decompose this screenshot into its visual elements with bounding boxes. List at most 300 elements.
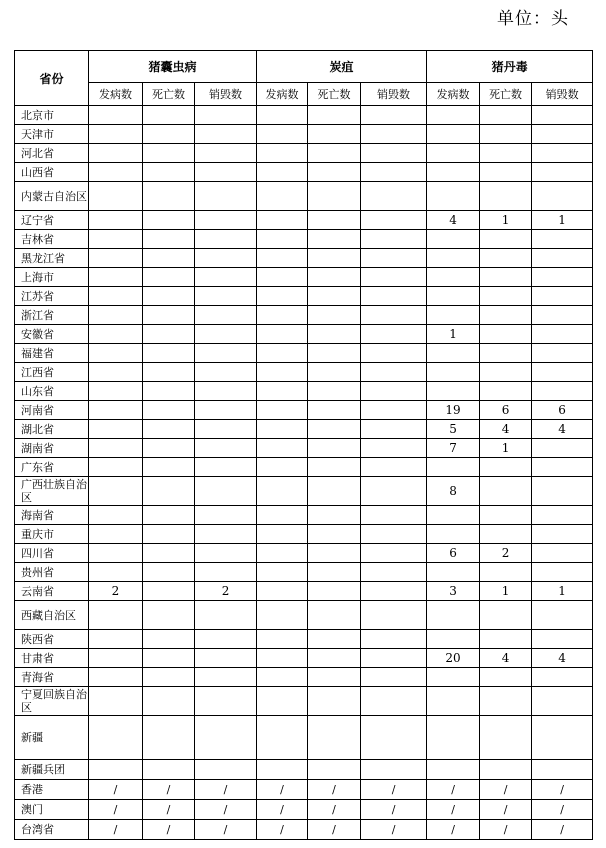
- value-cell: [361, 716, 427, 760]
- value-cell: [427, 106, 480, 125]
- table-row: [15, 477, 593, 506]
- value-cell: /: [89, 820, 143, 840]
- province-cell: 北京市: [15, 106, 89, 125]
- value-cell: [427, 306, 480, 325]
- value-cell: [257, 582, 308, 601]
- value-cell: [143, 420, 195, 439]
- table-row: [15, 106, 593, 125]
- value-cell: [361, 687, 427, 716]
- value-cell: [532, 363, 593, 382]
- value-cell: [257, 668, 308, 687]
- value-cell: [308, 506, 361, 525]
- province-cell: 澳门: [15, 800, 89, 820]
- value-cell: 4: [532, 420, 593, 439]
- value-cell: [195, 106, 257, 125]
- value-cell: [308, 325, 361, 344]
- value-cell: /: [89, 780, 143, 800]
- value-cell: [480, 125, 532, 144]
- value-cell: [195, 287, 257, 306]
- value-cell: /: [532, 800, 593, 820]
- group-header-cysticercosis: 猪囊虫病: [89, 51, 257, 83]
- unit-label: 单位：头: [497, 9, 569, 29]
- value-cell: [361, 211, 427, 230]
- value-cell: [143, 439, 195, 458]
- value-cell: 6: [427, 544, 480, 563]
- value-cell: 4: [427, 211, 480, 230]
- value-cell: [427, 144, 480, 163]
- value-cell: [361, 506, 427, 525]
- value-cell: [308, 563, 361, 582]
- value-cell: [195, 306, 257, 325]
- value-cell: [361, 125, 427, 144]
- value-cell: [257, 544, 308, 563]
- value-cell: [195, 563, 257, 582]
- table-row: [15, 525, 593, 544]
- value-cell: [427, 563, 480, 582]
- group-header-erysipelas: 猪丹毒: [427, 51, 593, 83]
- value-cell: [257, 439, 308, 458]
- value-cell: [480, 344, 532, 363]
- group-header-anthrax: 炭疽: [257, 51, 427, 83]
- value-cell: [308, 144, 361, 163]
- value-cell: [361, 182, 427, 211]
- value-cell: [361, 363, 427, 382]
- value-cell: [195, 506, 257, 525]
- value-cell: /: [143, 800, 195, 820]
- table-row: [15, 582, 593, 601]
- value-cell: [89, 687, 143, 716]
- value-cell: [195, 144, 257, 163]
- subheader-deaths: 死亡数: [308, 83, 361, 106]
- value-cell: 5: [427, 420, 480, 439]
- value-cell: [532, 106, 593, 125]
- value-cell: [532, 563, 593, 582]
- value-cell: [480, 477, 532, 506]
- value-cell: [532, 760, 593, 780]
- value-cell: [143, 477, 195, 506]
- value-cell: 1: [532, 582, 593, 601]
- province-header: 省份: [15, 51, 89, 106]
- value-cell: [427, 458, 480, 477]
- value-cell: [427, 668, 480, 687]
- province-cell: 山东省: [15, 382, 89, 401]
- value-cell: [308, 182, 361, 211]
- value-cell: [308, 458, 361, 477]
- value-cell: [308, 582, 361, 601]
- table-row: [15, 182, 593, 211]
- value-cell: [89, 760, 143, 780]
- value-cell: /: [195, 780, 257, 800]
- value-cell: [361, 601, 427, 630]
- value-cell: 20: [427, 649, 480, 668]
- province-cell: 青海省: [15, 668, 89, 687]
- value-cell: /: [532, 780, 593, 800]
- value-cell: [257, 563, 308, 582]
- value-cell: [532, 144, 593, 163]
- table-row: [15, 439, 593, 458]
- province-cell: 台湾省: [15, 820, 89, 840]
- table-row: [15, 780, 593, 800]
- value-cell: [480, 306, 532, 325]
- value-cell: [143, 687, 195, 716]
- value-cell: [89, 230, 143, 249]
- value-cell: [532, 182, 593, 211]
- value-cell: [308, 544, 361, 563]
- value-cell: [308, 477, 361, 506]
- province-cell: 天津市: [15, 125, 89, 144]
- province-cell: 福建省: [15, 344, 89, 363]
- value-cell: [308, 249, 361, 268]
- value-cell: /: [532, 820, 593, 840]
- value-cell: [143, 563, 195, 582]
- value-cell: [89, 563, 143, 582]
- table-row: [15, 601, 593, 630]
- value-cell: 2: [89, 582, 143, 601]
- value-cell: [308, 668, 361, 687]
- value-cell: [257, 630, 308, 649]
- value-cell: [143, 525, 195, 544]
- value-cell: /: [480, 780, 532, 800]
- value-cell: [427, 716, 480, 760]
- province-cell: 云南省: [15, 582, 89, 601]
- value-cell: [361, 649, 427, 668]
- value-cell: [532, 506, 593, 525]
- value-cell: [257, 144, 308, 163]
- value-cell: [143, 630, 195, 649]
- value-cell: [480, 687, 532, 716]
- value-cell: [361, 544, 427, 563]
- value-cell: [89, 249, 143, 268]
- subheader-deaths: 死亡数: [480, 83, 532, 106]
- value-cell: /: [257, 780, 308, 800]
- value-cell: [143, 544, 195, 563]
- value-cell: [427, 525, 480, 544]
- value-cell: [257, 601, 308, 630]
- value-cell: [143, 458, 195, 477]
- value-cell: [257, 760, 308, 780]
- value-cell: [361, 230, 427, 249]
- value-cell: [143, 363, 195, 382]
- value-cell: [143, 760, 195, 780]
- province-cell: 安徽省: [15, 325, 89, 344]
- table-row: [15, 211, 593, 230]
- table-row: [15, 649, 593, 668]
- value-cell: [427, 249, 480, 268]
- value-cell: [308, 601, 361, 630]
- table-row: [15, 230, 593, 249]
- table-row: [15, 363, 593, 382]
- value-cell: [532, 668, 593, 687]
- province-cell: 宁夏回族自治区: [15, 687, 89, 716]
- province-cell: 山西省: [15, 163, 89, 182]
- value-cell: [361, 287, 427, 306]
- value-cell: [427, 601, 480, 630]
- value-cell: [257, 249, 308, 268]
- value-cell: [195, 182, 257, 211]
- value-cell: [195, 325, 257, 344]
- value-cell: [308, 163, 361, 182]
- value-cell: [195, 687, 257, 716]
- value-cell: [89, 306, 143, 325]
- value-cell: 19: [427, 401, 480, 420]
- province-cell: 海南省: [15, 506, 89, 525]
- value-cell: [257, 344, 308, 363]
- table-row: [15, 125, 593, 144]
- value-cell: [532, 344, 593, 363]
- value-cell: [89, 325, 143, 344]
- value-cell: 2: [480, 544, 532, 563]
- value-cell: [532, 687, 593, 716]
- province-cell: 广西壮族自治区: [15, 477, 89, 506]
- value-cell: [480, 363, 532, 382]
- value-cell: /: [195, 820, 257, 840]
- subheader-destroyed: 销毁数: [361, 83, 427, 106]
- value-cell: [89, 649, 143, 668]
- province-cell: 吉林省: [15, 230, 89, 249]
- value-cell: [532, 163, 593, 182]
- value-cell: [143, 211, 195, 230]
- table-row: [15, 544, 593, 563]
- value-cell: [308, 401, 361, 420]
- province-cell: 四川省: [15, 544, 89, 563]
- value-cell: [143, 601, 195, 630]
- value-cell: 4: [480, 420, 532, 439]
- value-cell: [532, 287, 593, 306]
- value-cell: [257, 182, 308, 211]
- subheader-deaths: 死亡数: [143, 83, 195, 106]
- value-cell: [195, 760, 257, 780]
- value-cell: [308, 716, 361, 760]
- value-cell: /: [308, 820, 361, 840]
- value-cell: 1: [480, 211, 532, 230]
- value-cell: [143, 582, 195, 601]
- value-cell: [89, 363, 143, 382]
- value-cell: [480, 563, 532, 582]
- value-cell: [480, 525, 532, 544]
- value-cell: [427, 268, 480, 287]
- value-cell: [195, 249, 257, 268]
- value-cell: [257, 230, 308, 249]
- value-cell: [480, 182, 532, 211]
- table-row: [15, 506, 593, 525]
- province-cell: 西藏自治区: [15, 601, 89, 630]
- value-cell: [480, 249, 532, 268]
- value-cell: [195, 630, 257, 649]
- value-cell: [361, 563, 427, 582]
- value-cell: [427, 125, 480, 144]
- value-cell: [143, 287, 195, 306]
- value-cell: [480, 163, 532, 182]
- subheader-cases: 发病数: [427, 83, 480, 106]
- province-cell: 辽宁省: [15, 211, 89, 230]
- value-cell: [89, 382, 143, 401]
- value-cell: [427, 230, 480, 249]
- province-cell: 重庆市: [15, 525, 89, 544]
- table-row: [15, 760, 593, 780]
- value-cell: [89, 544, 143, 563]
- value-cell: [89, 144, 143, 163]
- table-row: [15, 800, 593, 820]
- table-row: [15, 687, 593, 716]
- value-cell: [361, 382, 427, 401]
- value-cell: [143, 649, 195, 668]
- value-cell: [480, 287, 532, 306]
- value-cell: [143, 182, 195, 211]
- value-cell: /: [480, 800, 532, 820]
- value-cell: [308, 630, 361, 649]
- value-cell: [361, 420, 427, 439]
- value-cell: [361, 582, 427, 601]
- value-cell: [89, 630, 143, 649]
- value-cell: [257, 106, 308, 125]
- value-cell: [89, 211, 143, 230]
- value-cell: [308, 211, 361, 230]
- value-cell: [257, 420, 308, 439]
- value-cell: [89, 163, 143, 182]
- value-cell: /: [195, 800, 257, 820]
- value-cell: [480, 230, 532, 249]
- value-cell: [361, 668, 427, 687]
- table-row: [15, 144, 593, 163]
- value-cell: [532, 306, 593, 325]
- value-cell: [532, 249, 593, 268]
- value-cell: [143, 344, 195, 363]
- value-cell: [195, 382, 257, 401]
- value-cell: /: [143, 780, 195, 800]
- subheader-cases: 发病数: [89, 83, 143, 106]
- value-cell: [143, 401, 195, 420]
- value-cell: [89, 506, 143, 525]
- value-cell: [257, 211, 308, 230]
- value-cell: [480, 106, 532, 125]
- province-cell: 河北省: [15, 144, 89, 163]
- value-cell: [308, 230, 361, 249]
- value-cell: [195, 601, 257, 630]
- table-row: [15, 268, 593, 287]
- value-cell: [257, 477, 308, 506]
- value-cell: [257, 382, 308, 401]
- province-cell: 江苏省: [15, 287, 89, 306]
- value-cell: [257, 649, 308, 668]
- value-cell: [89, 668, 143, 687]
- value-cell: [195, 477, 257, 506]
- value-cell: [532, 458, 593, 477]
- value-cell: 1: [532, 211, 593, 230]
- value-cell: [361, 477, 427, 506]
- value-cell: [143, 506, 195, 525]
- value-cell: [308, 687, 361, 716]
- value-cell: /: [427, 780, 480, 800]
- province-cell: 广东省: [15, 458, 89, 477]
- value-cell: [308, 382, 361, 401]
- value-cell: 4: [532, 649, 593, 668]
- value-cell: [361, 344, 427, 363]
- subheader-destroyed: 销毁数: [532, 83, 593, 106]
- value-cell: /: [361, 820, 427, 840]
- disease-table: [14, 50, 593, 840]
- table-row: [15, 163, 593, 182]
- value-cell: /: [427, 820, 480, 840]
- value-cell: [308, 125, 361, 144]
- value-cell: [308, 106, 361, 125]
- value-cell: [195, 668, 257, 687]
- value-cell: /: [308, 780, 361, 800]
- value-cell: [532, 630, 593, 649]
- province-cell: 浙江省: [15, 306, 89, 325]
- table-row: [15, 287, 593, 306]
- value-cell: [89, 182, 143, 211]
- value-cell: /: [143, 820, 195, 840]
- value-cell: [361, 630, 427, 649]
- value-cell: [143, 716, 195, 760]
- value-cell: [308, 306, 361, 325]
- province-cell: 新疆: [15, 716, 89, 760]
- province-cell: 甘肃省: [15, 649, 89, 668]
- value-cell: [361, 439, 427, 458]
- value-cell: [257, 325, 308, 344]
- value-cell: [480, 630, 532, 649]
- province-cell: 内蒙古自治区: [15, 182, 89, 211]
- value-cell: [257, 458, 308, 477]
- value-cell: [257, 125, 308, 144]
- value-cell: [257, 401, 308, 420]
- value-cell: /: [257, 820, 308, 840]
- value-cell: [143, 382, 195, 401]
- value-cell: [308, 287, 361, 306]
- value-cell: [361, 306, 427, 325]
- value-cell: [361, 458, 427, 477]
- value-cell: [308, 439, 361, 458]
- province-cell: 贵州省: [15, 563, 89, 582]
- value-cell: [427, 163, 480, 182]
- province-cell: 江西省: [15, 363, 89, 382]
- value-cell: [143, 268, 195, 287]
- value-cell: [308, 760, 361, 780]
- table-row: [15, 820, 593, 840]
- value-cell: [89, 525, 143, 544]
- value-cell: /: [308, 800, 361, 820]
- value-cell: [532, 125, 593, 144]
- value-cell: [257, 268, 308, 287]
- value-cell: [308, 420, 361, 439]
- value-cell: [532, 439, 593, 458]
- value-cell: /: [361, 800, 427, 820]
- value-cell: [427, 760, 480, 780]
- table-row: [15, 420, 593, 439]
- value-cell: [532, 601, 593, 630]
- value-cell: [480, 268, 532, 287]
- value-cell: [195, 125, 257, 144]
- value-cell: [143, 249, 195, 268]
- value-cell: [195, 716, 257, 760]
- value-cell: [361, 268, 427, 287]
- value-cell: [361, 401, 427, 420]
- value-cell: [427, 182, 480, 211]
- value-cell: [480, 325, 532, 344]
- value-cell: [195, 211, 257, 230]
- value-cell: [195, 439, 257, 458]
- value-cell: [143, 163, 195, 182]
- value-cell: [195, 544, 257, 563]
- province-cell: 湖南省: [15, 439, 89, 458]
- value-cell: [532, 544, 593, 563]
- value-cell: [308, 268, 361, 287]
- value-cell: [89, 420, 143, 439]
- table-row: [15, 306, 593, 325]
- value-cell: [195, 458, 257, 477]
- value-cell: [143, 230, 195, 249]
- value-cell: 7: [427, 439, 480, 458]
